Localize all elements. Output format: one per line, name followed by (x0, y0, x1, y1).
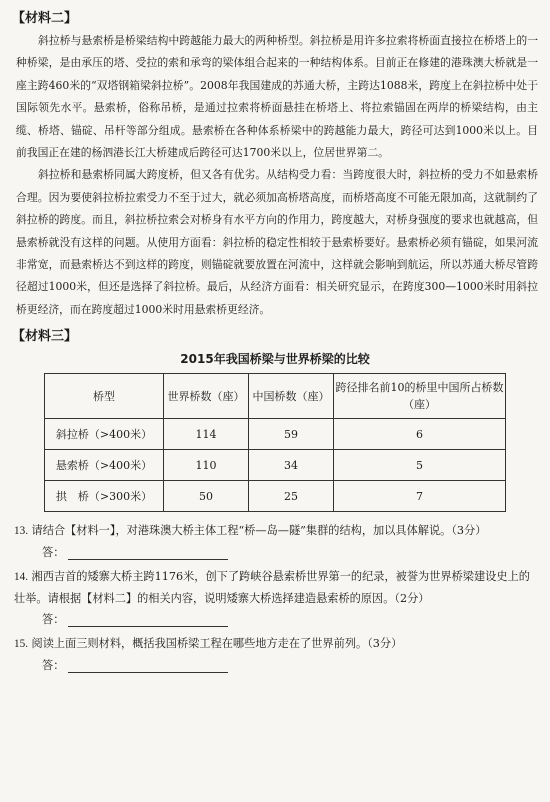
question-number: 14. (14, 571, 28, 584)
question-text: 湘西吉首的矮寨大桥主跨1176米，创下了跨峡谷悬索桥世界第一的纪录，被誉为世界桥梁建设史上的壮举。请根据【材料二】的相关内容，说明矮寨大桥选择建造悬索桥的原因。（2分） (14, 570, 530, 606)
answer-label: 答： (42, 546, 65, 560)
material2-heading: 【材料二】 (12, 11, 78, 26)
table-row (45, 481, 506, 512)
cell-top10: 7 (334, 481, 506, 512)
answer-line[interactable] (68, 614, 228, 627)
cell-china: 25 (249, 481, 334, 512)
answer-line[interactable] (68, 660, 228, 673)
cell-china: 59 (249, 419, 334, 450)
question-number: 13. (14, 525, 28, 538)
cell-world: 110 (164, 450, 249, 481)
column-header-world: 世界桥数（座） (164, 374, 249, 419)
table-row (45, 450, 506, 481)
cell-top10: 6 (334, 419, 506, 450)
column-header-top10: 跨径排名前10的桥里中国所占桥数（座） (334, 374, 506, 419)
answer-14[interactable] (42, 611, 540, 627)
column-header-type: 桥型 (45, 374, 164, 419)
cell-world: 114 (164, 419, 249, 450)
cell-type: 拱 桥（>300米） (45, 481, 164, 512)
material2-paragraph-2: 斜拉桥和悬索桥同属大跨度桥，但又各有优劣。从结构受力看：当跨度很大时，斜拉桥的受力不如悬索桥合理。因为要使斜拉桥拉索受力不至于过大，就必须加高桥塔高度，而桥塔高度不可能无限加高，这就制约了斜拉桥的跨度。而且，斜拉桥拉索会对桥身有水平方向的作用力，跨度越大，对桥身强度的要求也就越高，但悬索桥就没有这样的问题。从使用方面看：斜拉桥的稳定性相较于悬索桥要好。悬索桥必须有锚碇，如果河流非常宽，而悬索桥达不到这样的跨度，则锚碇就要放置在河流中，这样就会影响到航运，所以苏通大桥尽管跨径超过1000米，但还是选择了斜拉桥。最后，从经济方面看：相关研究显示，在跨度300—1000米时用斜拉桥更经济，而在跨度超过1000米时用悬索桥更经济。 (16, 168, 538, 316)
answer-label: 答： (42, 613, 65, 627)
table-header-row (45, 374, 506, 419)
column-header-china: 中国桥数（座） (249, 374, 334, 419)
question-text: 阅读上面三则材料，概括我国桥梁工程在哪些地方走在了世界前列。（3分） (31, 637, 403, 651)
answer-13[interactable] (42, 544, 540, 560)
cell-type: 悬索桥（>400米） (45, 450, 164, 481)
answer-line[interactable] (68, 547, 228, 560)
cell-world: 50 (164, 481, 249, 512)
table-row (45, 419, 506, 450)
question-14 (14, 566, 536, 609)
question-15 (14, 633, 536, 655)
question-13 (14, 520, 536, 542)
cell-top10: 5 (334, 450, 506, 481)
bridge-comparison-table (44, 373, 506, 512)
cell-china: 34 (249, 450, 334, 481)
material3-heading: 【材料三】 (12, 329, 78, 345)
answer-15[interactable] (42, 657, 540, 673)
cell-type: 斜拉桥（>400米） (45, 419, 164, 450)
material2-paragraph-1: 斜拉桥与悬索桥是桥梁结构中跨越能力最大的两种桥型。斜拉桥是用许多拉索将桥面直接拉在桥塔上的一种桥梁，是由承压的塔、受拉的索和承弯的梁体组合起来的一种结构体系。目前正在修建的港珠澳大桥就是一座主跨460米的“双塔钢箱梁斜拉桥”。2008年我国建成的苏通大桥，主跨达1088米，跨度上在斜拉桥中处于国际领先水平。悬索桥，俗称吊桥，是通过拉索将桥面悬挂在桥塔上、将拉索锚固在两岸的桥梁结构，由主缆、桥塔、锚碇、吊杆等部分组成。悬索桥在各种体系桥梁中的跨越能力最大，跨径可达到1000米以上。目前我国正在建的杨泗港长江大桥建成后跨径可达1700米以上，位居世界第二。 (16, 34, 538, 160)
answer-label: 答： (42, 659, 65, 673)
question-number: 15. (14, 638, 28, 651)
question-text: 请结合【材料一】，对港珠澳大桥主体工程“桥—岛—隧”集群的结构，加以具体解说。（3分） (31, 524, 487, 538)
table-title: 2015年我国桥梁与世界桥梁的比较 (180, 352, 370, 367)
